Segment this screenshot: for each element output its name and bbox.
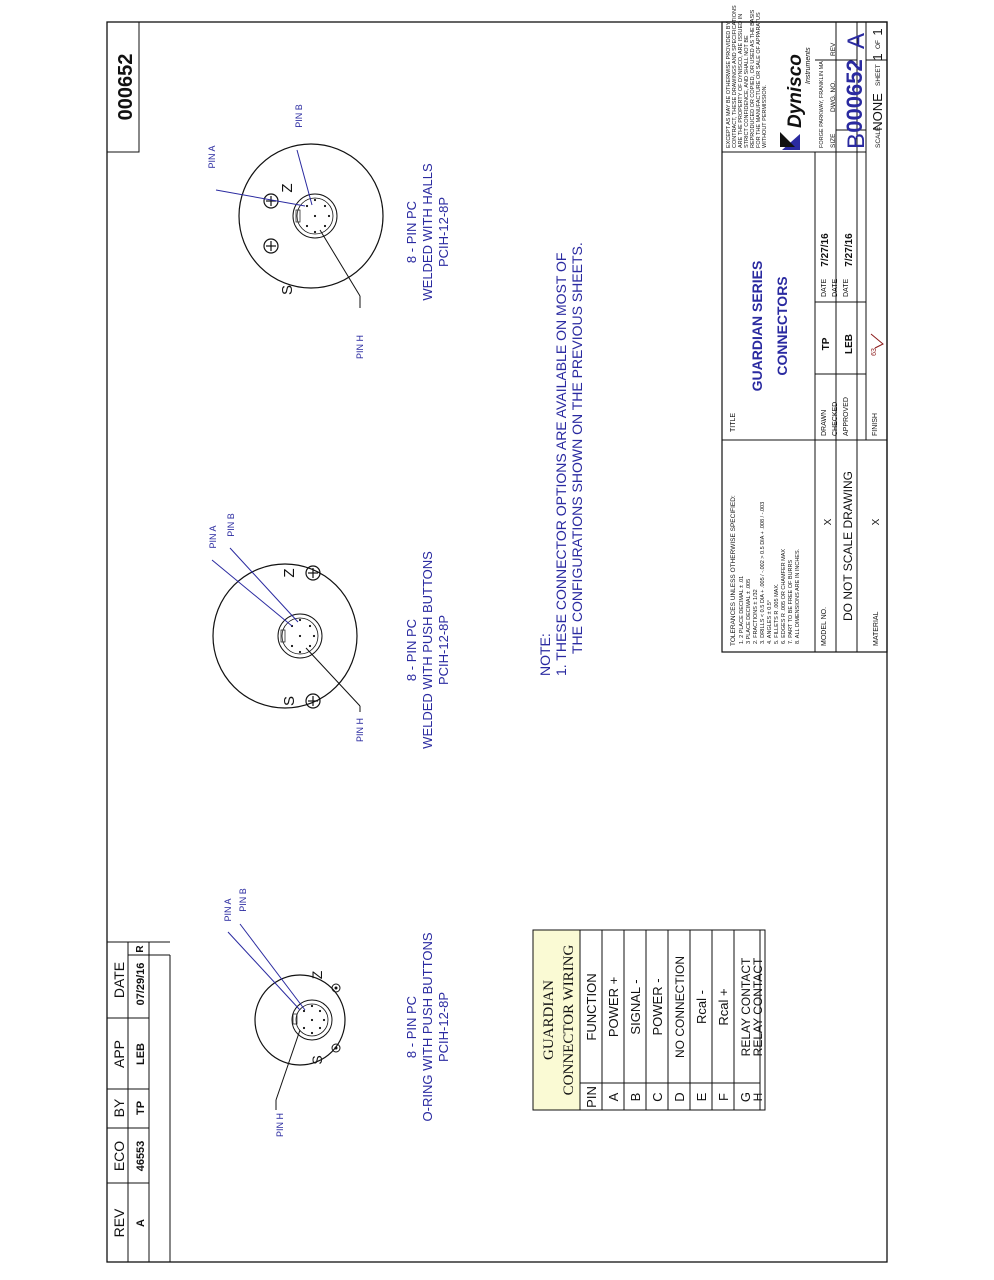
- wiring-row-pin: A: [606, 1092, 621, 1102]
- wiring-rows: [606, 956, 753, 1102]
- wiring-row-function: SIGNAL -: [628, 979, 643, 1035]
- logo-text: Dynisco: [785, 54, 806, 128]
- wiring-row-function: RELAY CONTACT: [739, 957, 753, 1057]
- wiring-row-pin: H: [751, 1092, 765, 1102]
- logo-sub: Instruments: [805, 47, 812, 84]
- r-marker: R: [135, 945, 146, 953]
- model-no-label: MODEL NO.: [821, 606, 828, 646]
- drawn-value: TP: [821, 337, 832, 351]
- connector-1: [223, 888, 451, 1137]
- note-label: NOTE:: [537, 633, 553, 676]
- title-block: [722, 5, 887, 652]
- note-line2: THE CONFIGURATIONS SHOWN ON THE PREVIOUS SHEETS.: [569, 242, 585, 654]
- dwg-no-label: DWG. NO.: [830, 80, 837, 112]
- approved-date-label: DATE: [843, 278, 850, 297]
- wiring-row-pin: C: [650, 1092, 665, 1102]
- connector-line1: 8 - PIN PC: [404, 995, 419, 1059]
- tolerance-line: 3 PLACE DECIMAL ± .005: [746, 578, 752, 644]
- rev-label: REV: [830, 42, 837, 56]
- title-line2: CONNECTORS: [774, 276, 790, 376]
- finish-value: 63: [871, 348, 878, 356]
- drawing-number-box-text: 000652: [115, 53, 137, 121]
- finish-label: FINISH: [872, 413, 879, 436]
- pin-h-label: PIN H: [355, 717, 365, 743]
- connector-line3: PCIH-12-8P: [436, 991, 451, 1063]
- of-value: 1: [870, 28, 885, 36]
- approved-value: LEB: [844, 334, 855, 354]
- disclaimer-line: WITHOUT PERMISSION.: [762, 84, 768, 148]
- eco-header: ECO: [111, 1140, 127, 1172]
- wiring-row-pin: F: [716, 1093, 731, 1101]
- rev-header: REV: [111, 1208, 127, 1238]
- material-label: MATERIAL: [873, 611, 880, 646]
- of-label: OF: [875, 39, 882, 49]
- rev-value: A: [135, 1219, 147, 1227]
- wiring-row-function: POWER -: [650, 978, 665, 1036]
- scale-label: SCALE: [875, 126, 882, 148]
- drawn-date-label: DATE: [821, 278, 828, 297]
- pin-b-label: PIN B: [294, 104, 304, 128]
- tolerance-line: 1. 2 PLACE DECIMAL ± .01: [739, 575, 745, 644]
- connector-line3: PCIH-12-8P: [436, 614, 451, 686]
- app-value: LEB: [135, 1043, 147, 1065]
- pin-b-label: PIN B: [238, 888, 248, 912]
- revision-block: [107, 942, 170, 1262]
- sheet-value: 1: [870, 53, 885, 61]
- disclaimer-line: REPRODUCED OR COPIED, OR USED AS THE BASIS: [750, 9, 756, 148]
- pin-a-label: PIN A: [207, 145, 217, 169]
- tolerance-line: 6. EDGES R .005 OR CHAMFER MAX: [781, 548, 787, 644]
- wiring-row-function: RELAY CONTACT: [751, 957, 765, 1057]
- wiring-title-line2: CONNECTOR WIRING: [561, 944, 577, 1096]
- wiring-row-pin: E: [694, 1092, 709, 1102]
- model-no-value: X: [823, 518, 834, 526]
- wiring-row-function: NO CONNECTION: [673, 956, 687, 1058]
- sheet-label: SHEET: [875, 64, 882, 86]
- note: [537, 242, 585, 676]
- note-line1: 1. THESE CONNECTOR OPTIONS ARE AVAILABLE ON MOST OF: [553, 252, 569, 676]
- wiring-col-function: FUNCTION: [584, 973, 599, 1041]
- connector-line1: 8 - PIN PC: [404, 618, 419, 682]
- tolerance-line: 7. PART TO BE FREE OF BURRS: [788, 559, 794, 644]
- by-header: BY: [111, 1098, 127, 1118]
- wiring-row-pin: B: [628, 1092, 643, 1102]
- drawing-number-box: [107, 22, 139, 152]
- wiring-col-pin: PIN: [584, 1086, 599, 1108]
- app-header: APP: [111, 1039, 127, 1069]
- finish-check-icon: [871, 334, 883, 348]
- drawn-label: DRAWN: [821, 409, 828, 436]
- disclaimer-line: STRICT CONFIDENCE, AND SHALL NOT BE: [744, 35, 750, 148]
- title-line1: GUARDIAN SERIES: [749, 260, 765, 392]
- s-label: S: [309, 1055, 325, 1065]
- checked-label: CHECKED: [832, 401, 839, 436]
- tolerance-line: 3. DRILLS < 0.5 DIA + .005 / -.002 > 0.5 DIA + .008 / -.003: [760, 501, 766, 644]
- wiring-row-pin: D: [672, 1092, 687, 1102]
- connector-line2: WELDED WITH PUSH BUTTONS: [420, 551, 435, 749]
- scale-value: NONE: [870, 93, 885, 131]
- checked-date-label: DATE: [832, 278, 839, 297]
- tolerance-line: 5. FILLETS R .005 MAX.: [774, 583, 780, 644]
- material-value: X: [871, 518, 882, 526]
- connector-line2: WELDED WITH HALLS: [420, 163, 435, 301]
- approved-label: APPROVED: [843, 397, 850, 436]
- z-label: Z: [281, 568, 298, 578]
- size-value: B: [843, 132, 870, 150]
- s-label: S: [281, 695, 298, 707]
- rev-value: A: [843, 32, 870, 50]
- address: FORGE PARKWAY, FRANKLIN MA: [819, 61, 825, 148]
- z-label: Z: [279, 183, 296, 193]
- pin-h-label: PIN H: [355, 334, 365, 360]
- title-label: TITLE: [730, 412, 737, 432]
- pin-b-label: PIN B: [226, 513, 236, 537]
- wiring-title-line1: GUARDIAN: [541, 980, 557, 1060]
- connector-line1: 8 - PIN PC: [404, 200, 419, 264]
- eco-value: 46553: [135, 1140, 147, 1172]
- wiring-row-function: POWER +: [606, 976, 621, 1038]
- pin-a-label: PIN A: [208, 525, 218, 549]
- connector-line3: PCIH-12-8P: [436, 196, 451, 268]
- approved-date: 7/27/16: [844, 233, 855, 267]
- by-value: TP: [135, 1100, 147, 1116]
- disclaimer-line: ARE THE PROPERTY OF DYNISCO, ARE ISSUED IN: [738, 13, 744, 148]
- wiring-row-pin: G: [738, 1091, 753, 1103]
- connector-3: [207, 104, 451, 359]
- pin-h-label: PIN H: [275, 1112, 285, 1138]
- s-label: S: [279, 284, 296, 296]
- tolerances-title: TOLERANCES UNLESS OTHERWISE SPECIFIED:: [730, 495, 737, 646]
- disclaimer-line: FOR THE MANUFACTURE OR SALE OF APPARATUS: [756, 12, 762, 148]
- do-not-scale: DO NOT SCALE DRAWING: [841, 470, 855, 622]
- wiring-row-function: Rcal +: [716, 988, 731, 1026]
- tolerance-line: 2. FRACTIONS ± 1/32: [753, 589, 759, 644]
- tolerance-line: 4. ANGLES ± 0.5°: [767, 599, 773, 644]
- drawn-date: 7/27/16: [820, 233, 831, 267]
- date-header: DATE: [111, 961, 127, 999]
- size-label: SIZE: [830, 133, 837, 148]
- tolerance-line: 8. ALL DIMENSIONS ARE IN INCHES.: [795, 548, 801, 644]
- dynisco-logo: [780, 47, 825, 150]
- wiring-table: [533, 930, 760, 1110]
- connector-2: [208, 513, 451, 749]
- disclaimer-line: EXCEPT AS MAY BE OTHERWISE PROVIDED BY: [726, 21, 732, 148]
- wiring-row-function: Rcal -: [694, 990, 709, 1024]
- z-label: Z: [309, 970, 325, 980]
- connector-line2: O-RING WITH PUSH BUTTONS: [420, 932, 435, 1122]
- disclaimer-line: CONTRACT, THESE DRAWINGS AND SPECIFICATIONS: [732, 5, 738, 148]
- dwg-no-value: 000652: [842, 59, 867, 133]
- pin-a-label: PIN A: [223, 898, 233, 922]
- date-value: 07/29/16: [135, 962, 147, 1006]
